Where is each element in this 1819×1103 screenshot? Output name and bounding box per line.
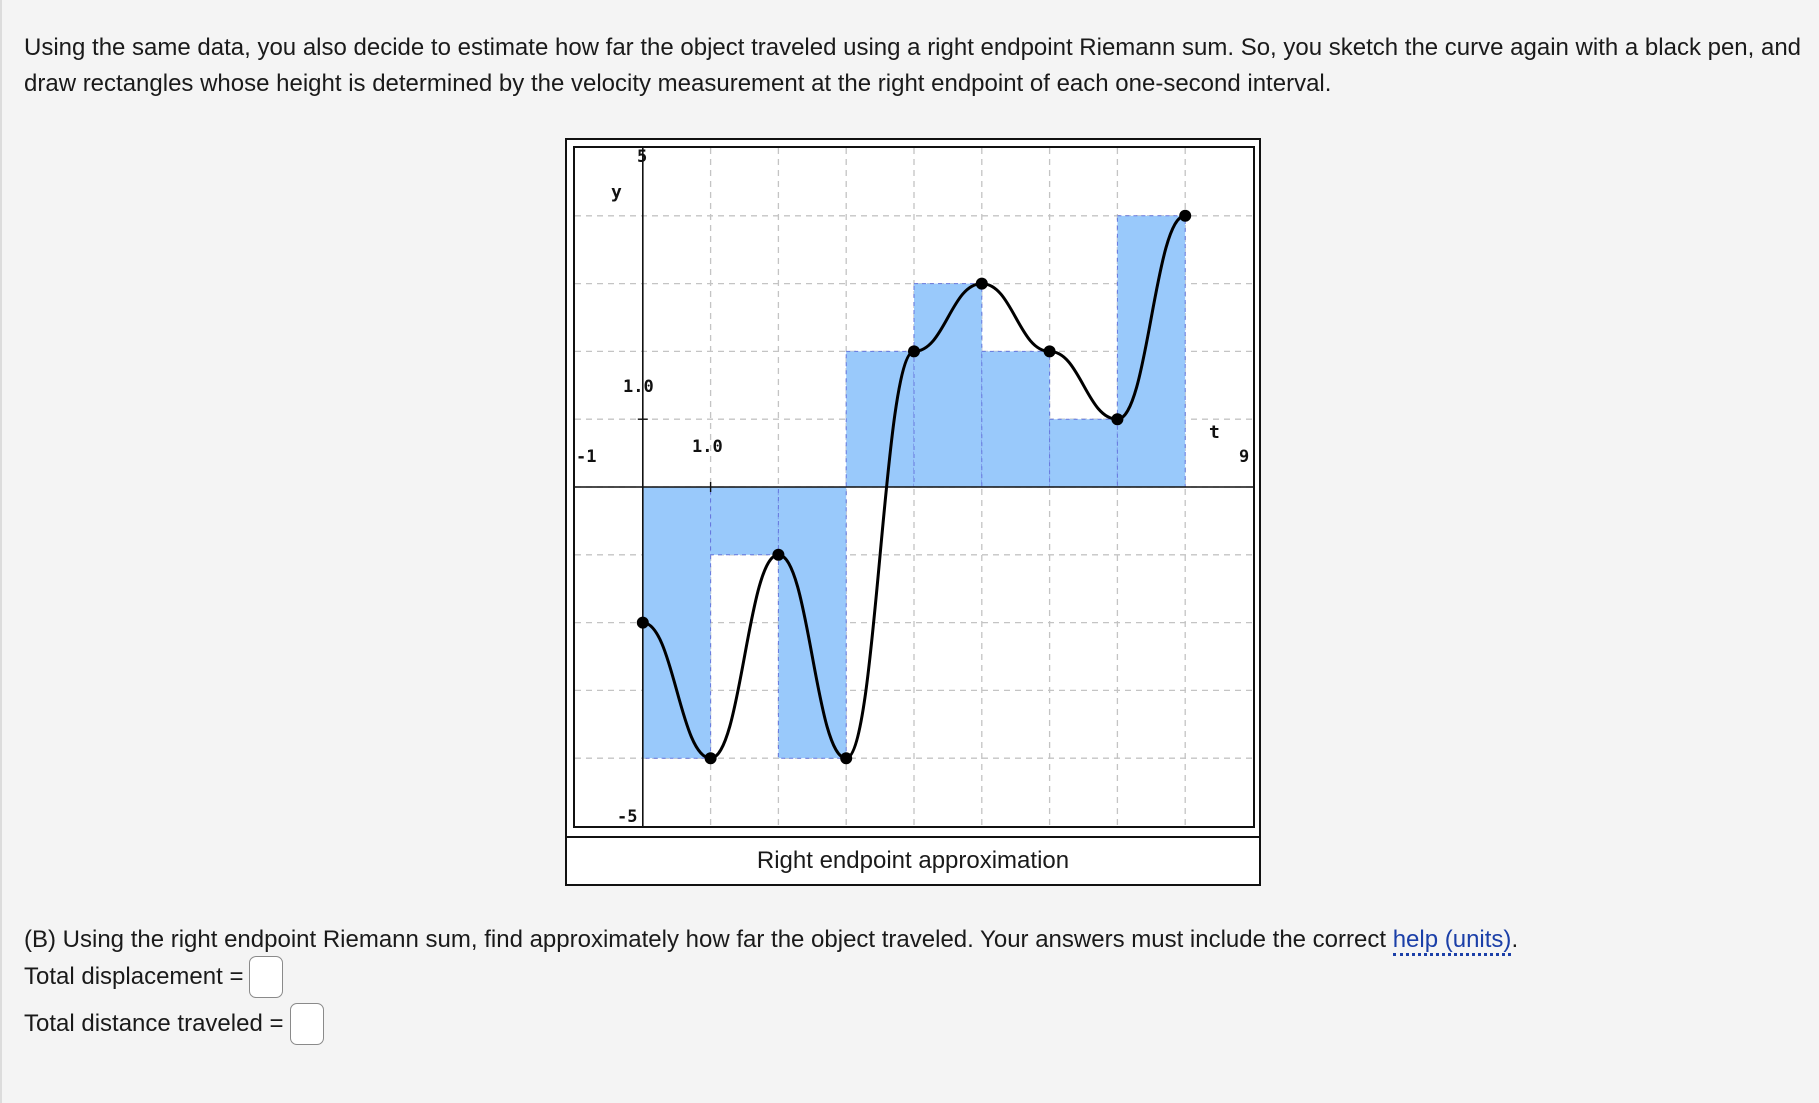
data-point	[772, 549, 784, 561]
riemann-rectangle	[1050, 419, 1118, 487]
distance-input[interactable]	[290, 1003, 324, 1045]
figure-caption: Right endpoint approximation	[567, 836, 1259, 884]
data-point	[637, 617, 649, 629]
displacement-label: Total displacement =	[24, 963, 244, 990]
riemann-rectangle	[982, 351, 1050, 487]
question-body: (B) Using the right endpoint Riemann sum, find approximately how far the object traveled. Your answers must include the correct	[24, 926, 1393, 953]
data-point	[908, 345, 920, 357]
help-units-link[interactable]: help (units)	[1393, 926, 1512, 956]
x-min-tick-label: -1	[576, 447, 597, 467]
problem-intro-text: Using the same data, you also decide to estimate how far the object traveled using a right endpoint Riemann sum. So, you sketch the curve again with a black pen, and draw rectangles whose height is determined by the velocity measurement at the right endpoint of each one-second interval.	[24, 34, 1802, 97]
displacement-row	[24, 956, 283, 998]
riemann-rectangle	[711, 487, 779, 555]
data-point	[1044, 345, 1056, 357]
x-unit-tick-label: 1.0	[692, 437, 723, 457]
y-min-tick-label: -5	[617, 807, 638, 826]
y-unit-tick-label: 1.0	[623, 377, 654, 397]
y-axis-label: y	[611, 182, 622, 203]
plot-area	[573, 146, 1255, 828]
riemann-rectangle	[1117, 216, 1185, 487]
riemann-figure	[565, 138, 1261, 886]
question-trailing: .	[1511, 926, 1519, 953]
displacement-input[interactable]	[249, 956, 283, 998]
x-max-tick-label: 9	[1239, 447, 1250, 467]
data-point	[1179, 210, 1191, 222]
y-max-tick-label: 5	[637, 148, 648, 167]
question-text	[24, 922, 1518, 958]
distance-label: Total distance traveled =	[24, 1010, 284, 1037]
riemann-rectangle	[778, 487, 846, 758]
t-axis-label: t	[1209, 422, 1220, 443]
data-point	[705, 752, 717, 764]
riemann-rectangle	[914, 284, 982, 487]
data-point	[840, 752, 852, 764]
distance-row	[24, 1003, 324, 1045]
riemann-plot	[575, 148, 1253, 826]
data-point	[1111, 413, 1123, 425]
page-left-border	[0, 0, 2, 1103]
riemann-rectangle	[643, 487, 711, 758]
data-point	[976, 278, 988, 290]
